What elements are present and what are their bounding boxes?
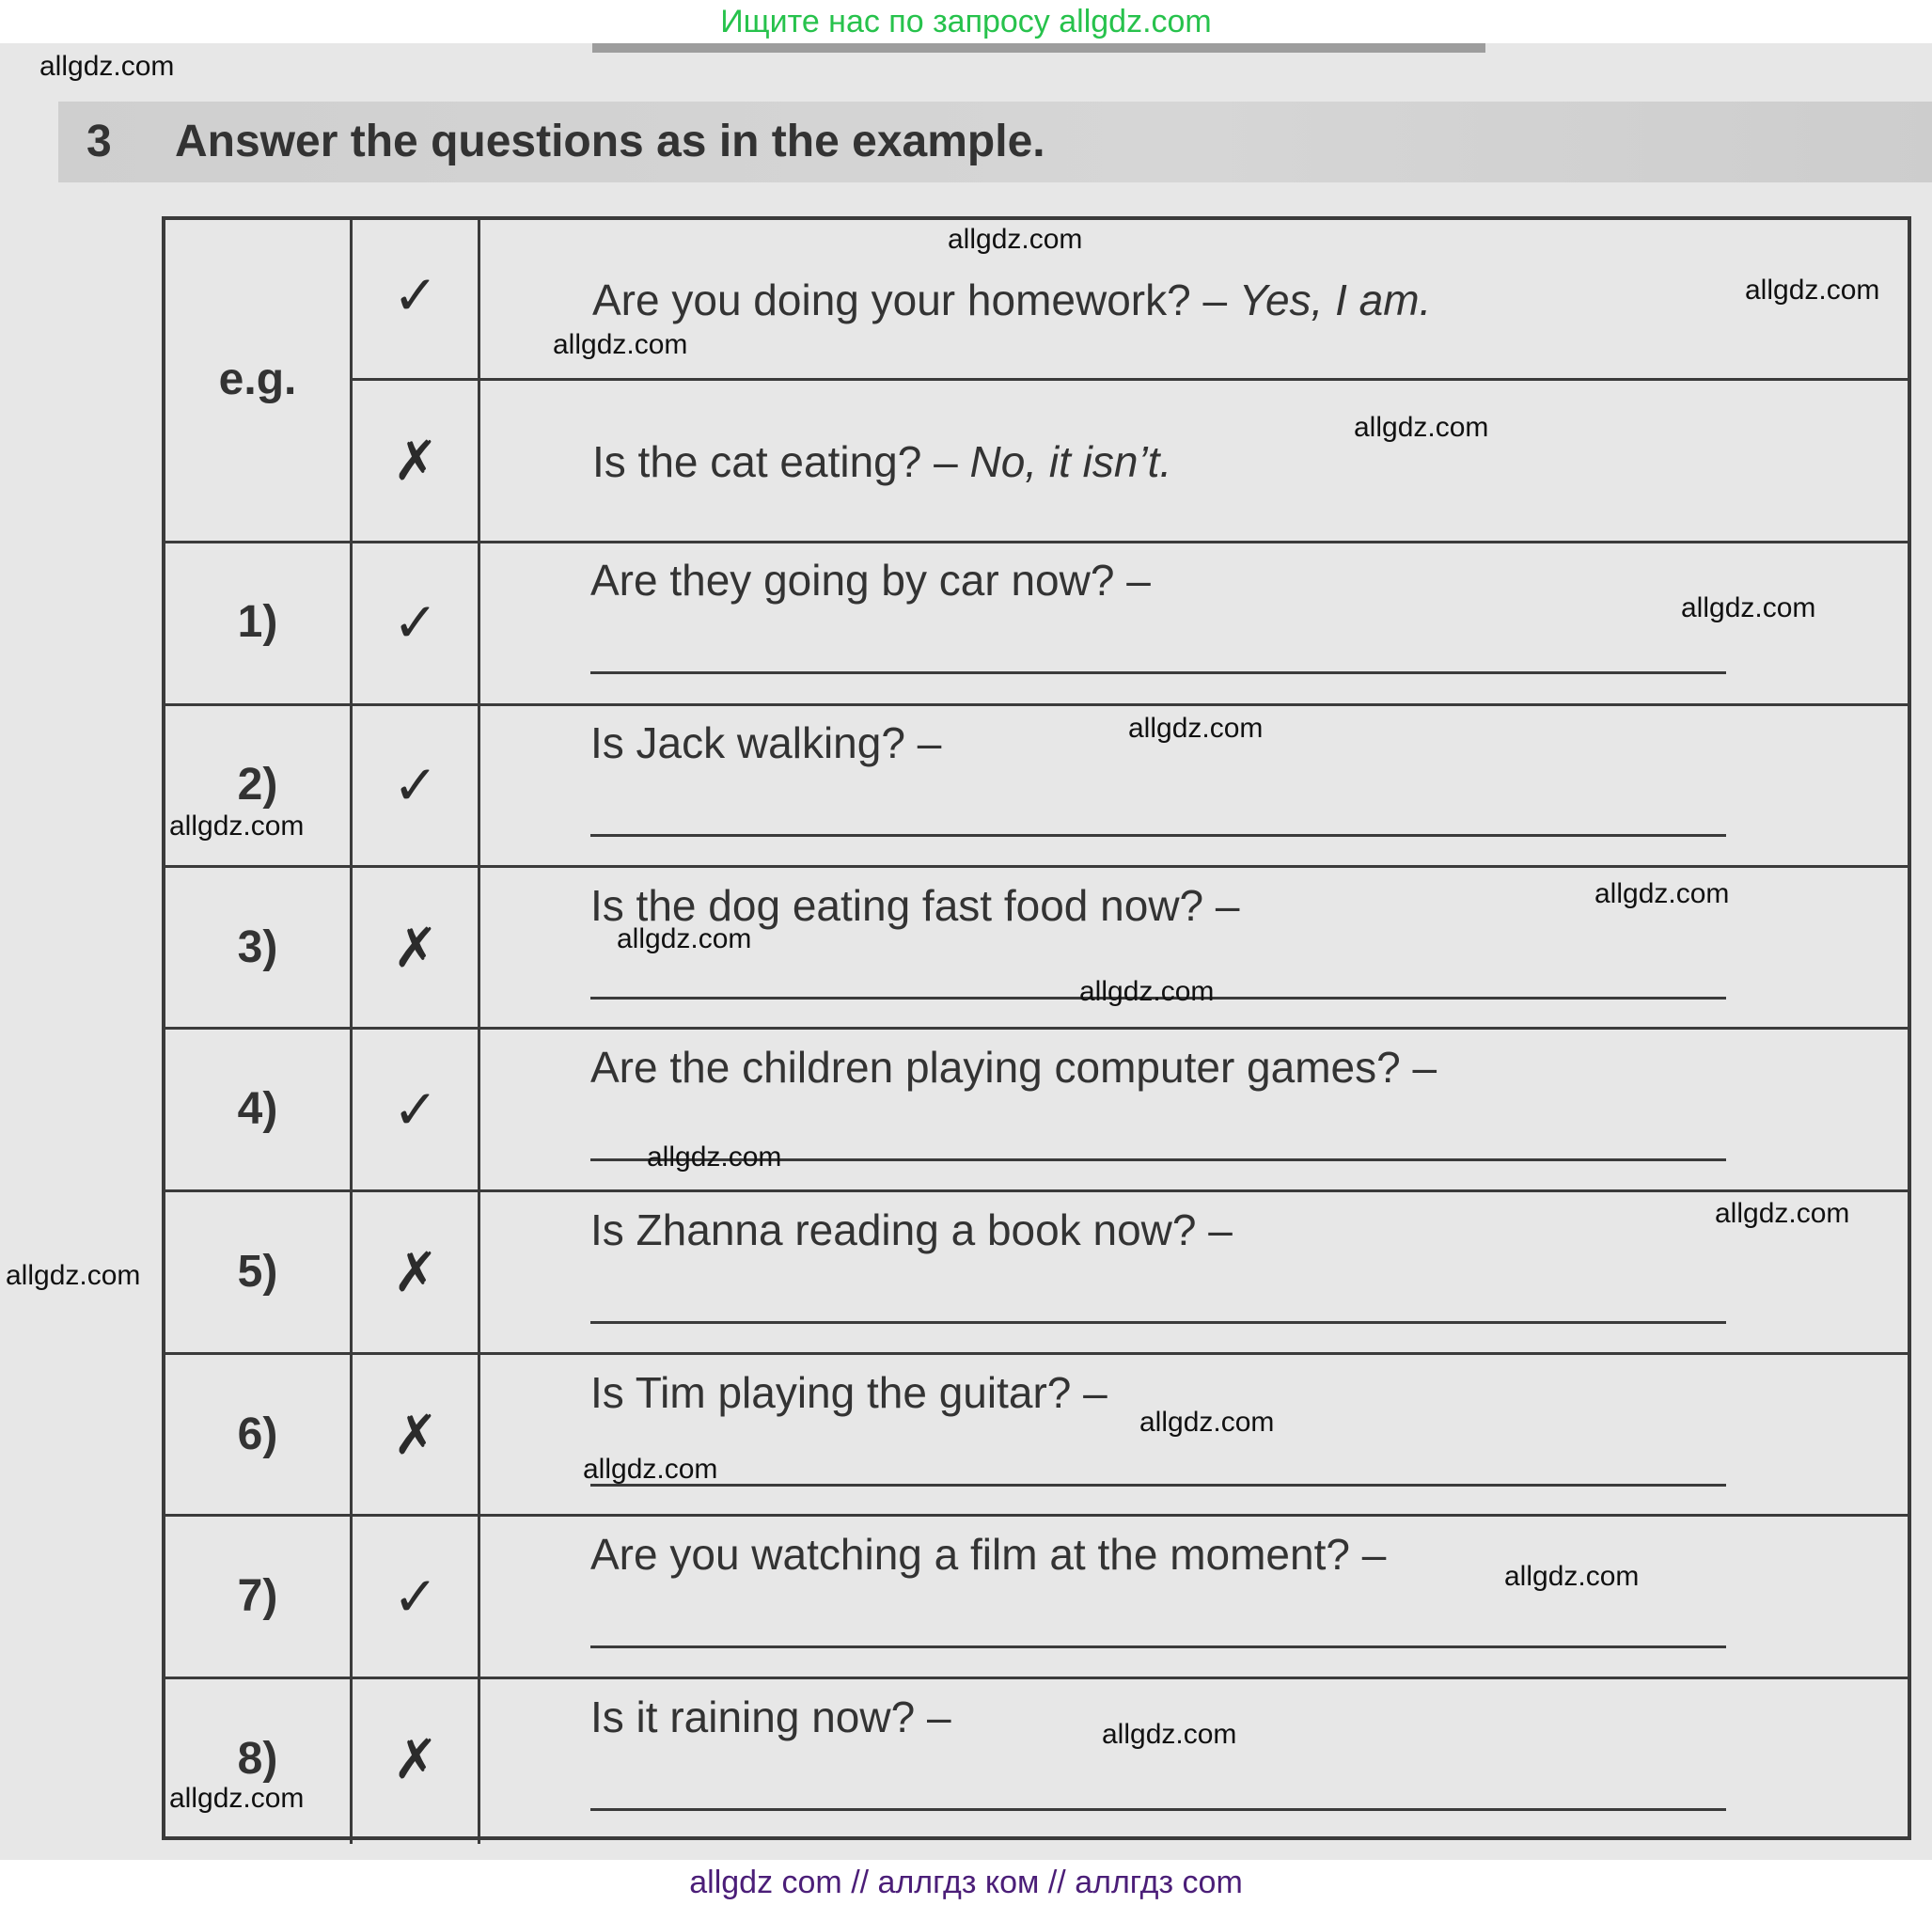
watermark: allgdz.com xyxy=(553,329,688,360)
check-mark-icon: ✓ xyxy=(392,753,439,817)
question-text: Is the cat eating? – xyxy=(592,437,958,486)
row-divider xyxy=(165,1027,1911,1030)
row-number: 3) xyxy=(237,922,278,972)
example-answer: Yes, I am. xyxy=(1238,276,1432,324)
exercise-table xyxy=(162,216,1911,1840)
question-text: Are you doing your homework? – xyxy=(592,276,1228,324)
row-divider xyxy=(165,703,1911,706)
answer-line[interactable] xyxy=(590,834,1726,837)
cross-mark-icon: ✗ xyxy=(392,1240,439,1304)
answer-line[interactable] xyxy=(590,1484,1726,1487)
cross-mark-icon: ✗ xyxy=(392,1727,439,1791)
exercise-title: Answer the questions as in the example. xyxy=(175,117,1045,166)
row-divider xyxy=(165,865,1911,868)
check-mark-icon: ✓ xyxy=(392,1565,439,1629)
question-text: Are you watching a film at the moment? – xyxy=(590,1530,1387,1579)
watermark: allgdz.com xyxy=(1128,713,1264,744)
watermark: allgdz.com xyxy=(1681,592,1816,623)
question-text: Are the children playing computer games? – xyxy=(590,1043,1437,1092)
watermark: allgdz.com xyxy=(39,51,175,82)
cross-mark-icon: ✗ xyxy=(392,916,439,980)
question-text: Is Jack walking? – xyxy=(590,718,942,767)
watermark: allgdz.com xyxy=(169,811,305,842)
row-number: 2) xyxy=(237,760,278,810)
row-divider xyxy=(165,1352,1911,1355)
watermark: allgdz.com xyxy=(1102,1719,1237,1750)
answer-line[interactable] xyxy=(590,671,1726,674)
top-banner: Ищите нас по запросу allgdz.com xyxy=(720,4,1212,39)
scanned-page xyxy=(0,43,1932,1860)
page-edge xyxy=(592,43,1485,53)
watermark: allgdz.com xyxy=(1594,878,1730,909)
answer-line[interactable] xyxy=(590,1321,1726,1324)
row-number: 8) xyxy=(237,1734,278,1784)
row-divider xyxy=(350,378,1911,381)
answer-line[interactable] xyxy=(590,1645,1726,1648)
watermark: allgdz.com xyxy=(583,1454,718,1485)
watermark: allgdz.com xyxy=(647,1141,782,1173)
row-number: 6) xyxy=(237,1409,278,1459)
row-divider xyxy=(165,1514,1911,1517)
row-number: 4) xyxy=(237,1084,278,1134)
watermark: allgdz.com xyxy=(6,1260,141,1291)
question-text: Is Tim playing the guitar? – xyxy=(590,1368,1107,1417)
watermark: allgdz.com xyxy=(1745,275,1880,306)
exercise-number: 3 xyxy=(86,117,112,166)
cross-mark-icon: ✗ xyxy=(392,1403,439,1467)
watermark: allgdz.com xyxy=(169,1783,305,1814)
watermark: allgdz.com xyxy=(1079,976,1215,1007)
question-text: Is Zhanna reading a book now? – xyxy=(590,1205,1233,1254)
row-divider xyxy=(165,1189,1911,1192)
row-number: 5) xyxy=(237,1247,278,1297)
question-text: Is it raining now? – xyxy=(590,1692,951,1741)
check-mark-icon: ✓ xyxy=(392,590,439,654)
answer-line[interactable] xyxy=(590,1808,1726,1811)
question-text: Is the dog eating fast food now? – xyxy=(590,881,1240,930)
row-divider xyxy=(165,1677,1911,1679)
row-number: 1) xyxy=(237,597,278,647)
cross-mark-icon: ✗ xyxy=(392,429,439,493)
watermark: allgdz.com xyxy=(948,224,1083,255)
example-question xyxy=(592,436,1171,487)
watermark: allgdz.com xyxy=(617,923,752,954)
watermark: allgdz.com xyxy=(1715,1198,1850,1229)
check-mark-icon: ✓ xyxy=(392,263,439,327)
example-answer: No, it isn’t. xyxy=(969,437,1172,486)
question-text: Are they going by car now? – xyxy=(590,556,1151,605)
check-mark-icon: ✓ xyxy=(392,1078,439,1141)
watermark: allgdz.com xyxy=(1354,412,1489,443)
row-number: 7) xyxy=(237,1571,278,1621)
watermark: allgdz.com xyxy=(1139,1407,1275,1438)
example-label: e.g. xyxy=(218,354,297,404)
watermark: allgdz.com xyxy=(1504,1561,1640,1592)
example-question xyxy=(592,275,1431,325)
row-divider xyxy=(165,541,1911,543)
footer-banner: allgdz com // аллгдз ком // аллгдз com xyxy=(0,1860,1932,1905)
